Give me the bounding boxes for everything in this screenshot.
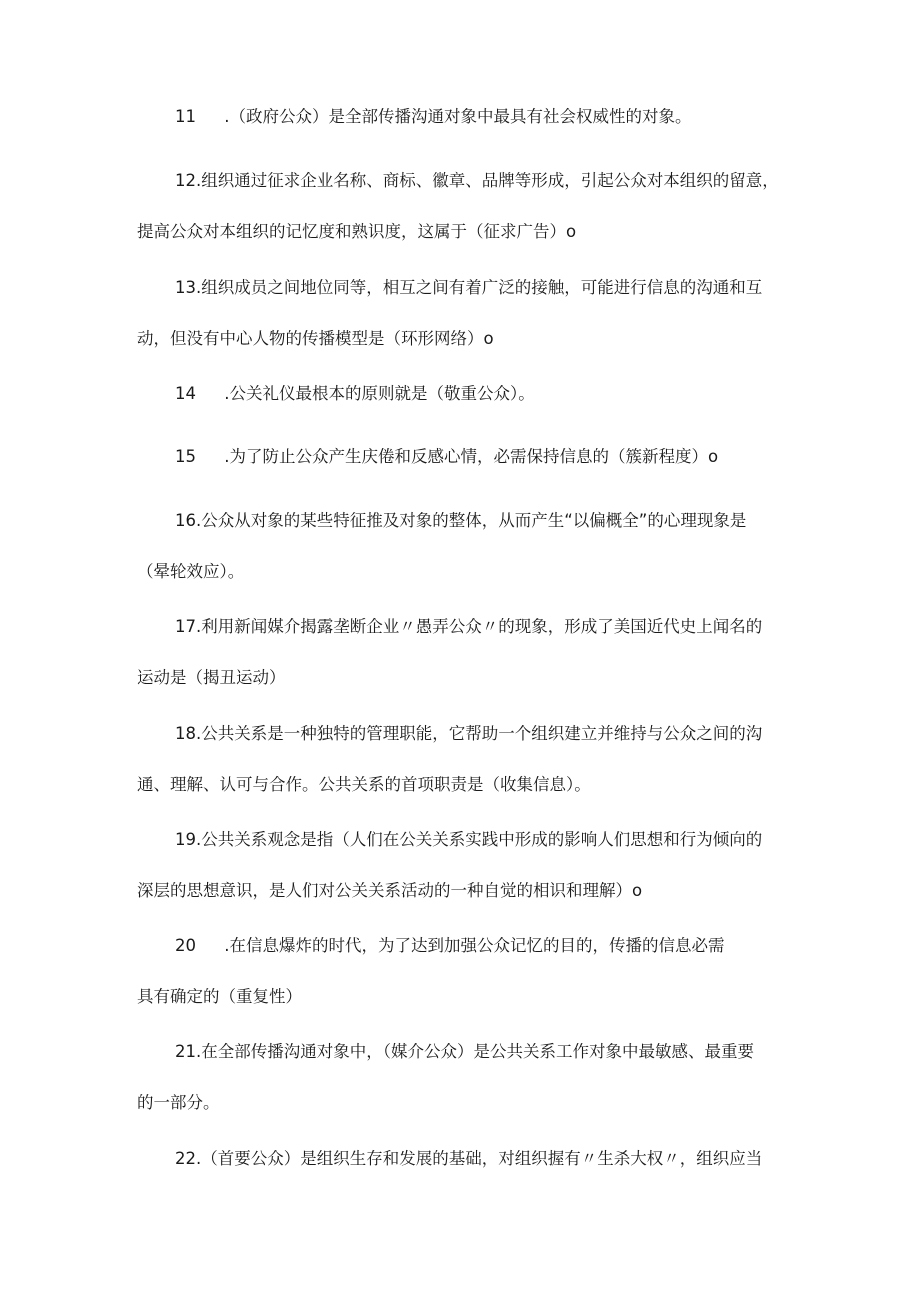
question-line-continued: 通、理解、认可与合作。公共关系的首项职责是（收集信息）。 <box>137 775 591 794</box>
question-number: 11 <box>175 107 196 126</box>
question-number: 20 <box>175 936 196 955</box>
question-number: 18 <box>175 724 196 743</box>
question-number: 12 <box>175 171 196 190</box>
question-text: .（首要公众）是组织生存和发展的基础，对组织握有〃生杀大权〃，组织应当 <box>196 1149 763 1168</box>
question-text: .为了防止公众产生庆倦和反感心情，必需保持信息的（簇新程度）o <box>219 447 719 466</box>
question-number: 16 <box>175 511 196 530</box>
question-text: .公关礼仪最根本的原则就是（敬重公众）。 <box>219 384 535 403</box>
question-line-continued: 深层的思想意识，是人们对公关关系活动的一种自觉的相识和理解）o <box>137 881 643 900</box>
question-number: 21 <box>175 1042 196 1061</box>
question-line <box>175 1044 754 1061</box>
question-text: .在信息爆炸的时代，为了达到加强公众记忆的目的，传播的信息必需 <box>219 936 725 955</box>
question-number: 13 <box>175 278 196 297</box>
question-text: .组织成员之间地位同等，相互之间有着广泛的接触，可能进行信息的沟通和互 <box>196 278 763 297</box>
question-text: .利用新闻媒介揭露垄断企业〃愚弄公众〃的现象，形成了美国近代史上闻名的 <box>196 617 763 636</box>
question-line-continued: （晕轮效应）。 <box>137 562 245 581</box>
question-line-continued: 的一部分。 <box>137 1093 220 1112</box>
question-line-continued: 提高公众对本组织的记忆度和熟识度，这属于（征求广告）o <box>137 222 577 241</box>
question-text: .（政府公众）是全部传播沟通对象中最具有社会权威性的对象。 <box>219 107 692 126</box>
question-line <box>175 726 762 743</box>
question-number: 15 <box>175 447 196 466</box>
question-line-continued: 运动是（揭丑运动） <box>137 668 286 687</box>
question-number: 19 <box>175 830 196 849</box>
question-line <box>175 173 779 190</box>
question-text: .公共关系观念是指（人们在公关关系实践中形成的影响人们思想和行为倾向的 <box>196 830 763 849</box>
question-line <box>175 832 762 849</box>
question-line <box>175 513 746 530</box>
question-line <box>175 619 762 636</box>
question-line <box>175 109 692 126</box>
question-line <box>175 386 535 403</box>
question-number: 17 <box>175 617 196 636</box>
question-line-continued: 具有确定的（重复性） <box>137 987 302 1006</box>
question-number: 22 <box>175 1149 196 1168</box>
question-text: .公共关系是一种独特的管理职能，它帮助一个组织建立并维持与公众之间的沟 <box>196 724 763 743</box>
question-text: .组织通过征求企业名称、商标、徽章、品牌等形成，引起公众对本组织的留意， <box>196 171 779 190</box>
question-text: .在全部传播沟通对象中，（媒介公众）是公共关系工作对象中最敏感、最重要 <box>196 1042 754 1061</box>
question-number: 14 <box>175 384 196 403</box>
question-text: .公众从对象的某些特征推及对象的整体，从而产生“以偏概全”的心理现象是 <box>196 511 747 530</box>
question-line-continued: 动，但没有中心人物的传播模型是（环形网络）o <box>137 329 494 348</box>
question-line <box>175 938 725 955</box>
question-line <box>175 280 762 297</box>
question-line <box>175 1151 762 1168</box>
question-line <box>175 449 718 466</box>
